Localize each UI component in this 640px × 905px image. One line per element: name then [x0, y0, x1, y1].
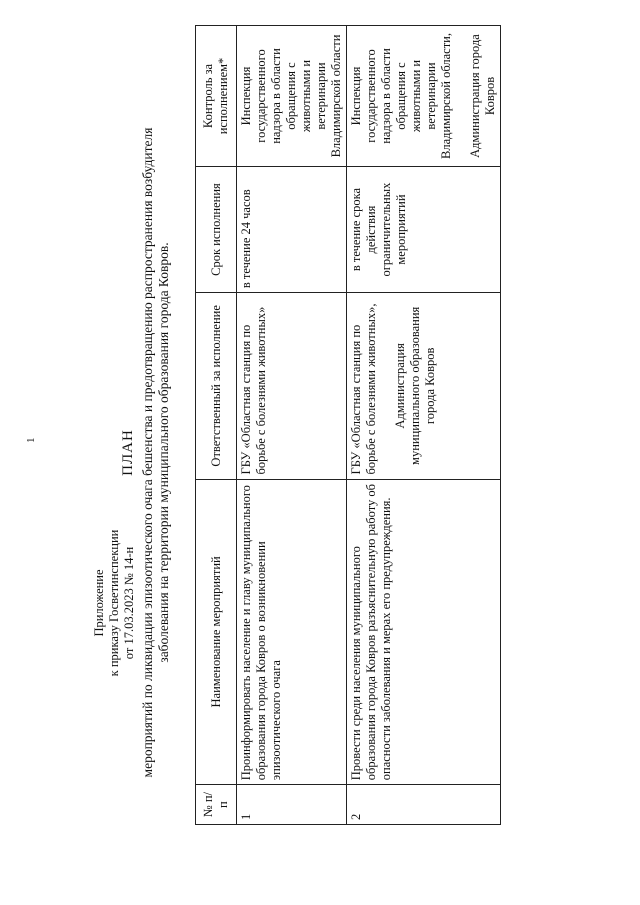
header-num: № п/п — [196, 785, 237, 825]
responsible-text-2: Администрация муниципального образования города Ковров — [393, 306, 437, 465]
spacer — [454, 30, 468, 162]
table-header-row — [196, 26, 237, 825]
cell-term: в течение срока действия ограничительных мероприятий — [347, 166, 501, 292]
cell-term: в течение 24 часов — [237, 166, 347, 292]
page-number: 1 — [25, 437, 37, 443]
cell-name: Провести среди населения муниципального образования города Ковров разъяснительную работу об опасности заболевания и мерах его предупреждения. — [347, 479, 501, 785]
table-row — [237, 26, 347, 825]
cell-responsible — [237, 293, 347, 479]
cell-control — [237, 26, 347, 167]
control-text: Инспекция государственного надзора в области обращения с животными и ветеринарии Владимирской области, — [349, 33, 453, 159]
appendix-line: к приказу Госветинспекции — [107, 529, 121, 677]
control-text-2: Администрация города Ковров — [468, 34, 497, 158]
cell-name: Проинформировать население и главу муниципального образования города Ковров о возникновении эпизоотического очага — [237, 479, 347, 785]
responsible-text: ГБУ «Областная станция по борьбе с болезнями животных», — [349, 303, 378, 475]
header-name: Наименование мероприятий — [196, 479, 237, 785]
spacer — [379, 297, 393, 474]
header-responsible: Ответственный за исполнение — [196, 293, 237, 479]
plan-table — [195, 25, 501, 825]
appendix-line: Приложение — [92, 569, 106, 637]
cell-num: 2 — [347, 785, 501, 825]
table-row — [347, 26, 501, 825]
appendix-line: от 17.03.2023 № 14-н — [122, 546, 136, 660]
header-term: Срок исполнения — [196, 166, 237, 292]
cell-responsible — [347, 293, 501, 479]
header-control: Контроль за исполнением* — [196, 26, 237, 167]
document-subtitle — [140, 0, 172, 905]
control-text: Инспекция государственного надзора в области обращения с животными и ветеринарии Владимирской области — [239, 34, 343, 158]
subtitle-line: мероприятий по ликвидации эпизоотического очага бешенства и предотвращению распространения возбудителя — [140, 127, 155, 778]
cell-control — [347, 26, 501, 167]
responsible-text: ГБУ «Областная станция по борьбе с болезнями животных» — [239, 306, 268, 475]
subtitle-line: заболевания на территории муниципального образования города Ковров. — [156, 242, 171, 663]
document-title: ПЛАН — [120, 429, 136, 476]
cell-num: 1 — [237, 785, 347, 825]
